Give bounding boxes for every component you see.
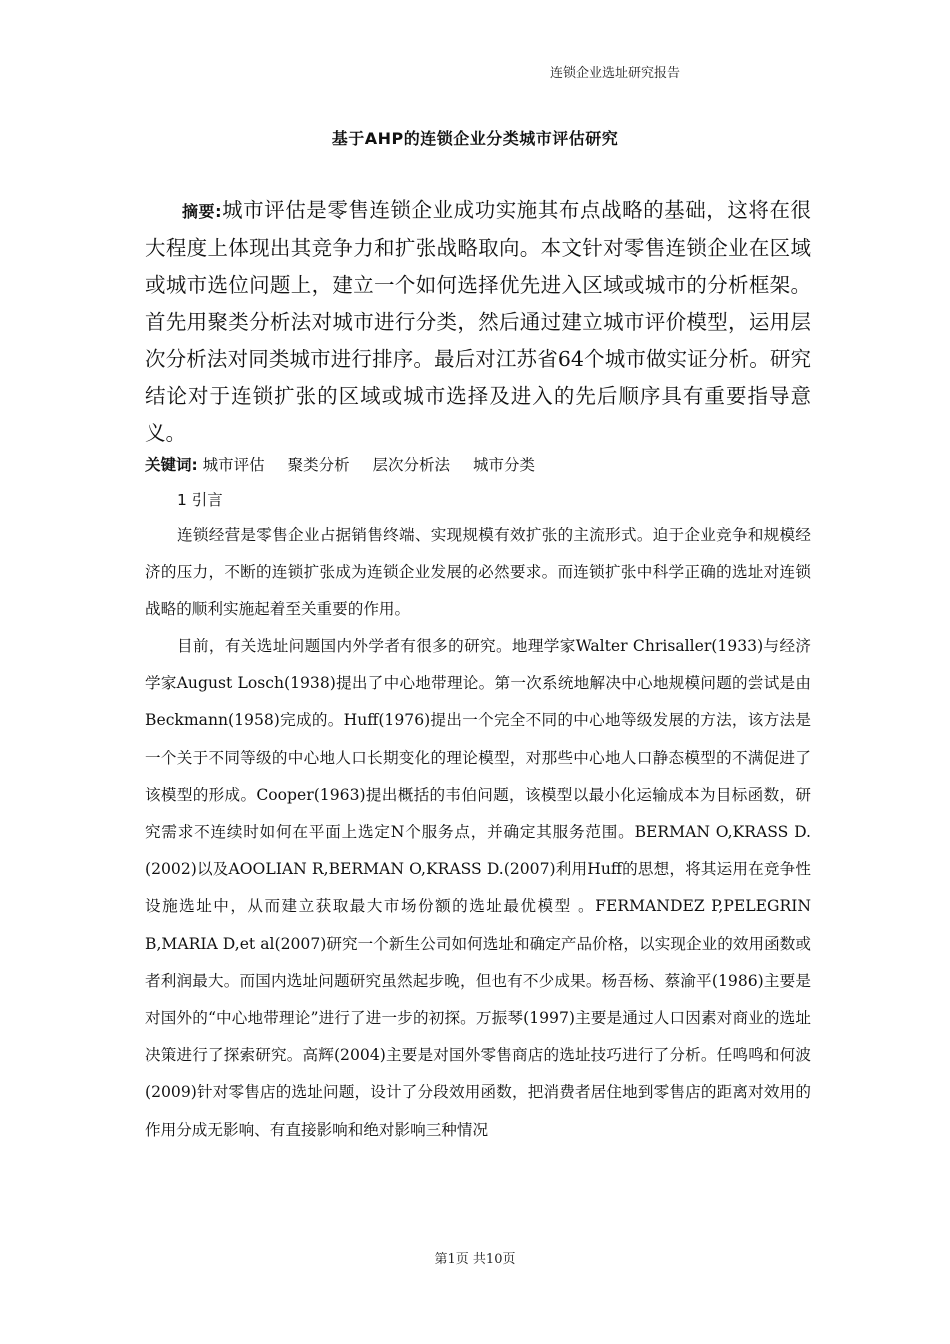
keyword: 聚类分析 [287,456,350,474]
document-title: 基于AHP的连锁企业分类城市评估研究 [331,129,619,148]
abstract [145,192,811,452]
page-footer: 第1页 共10页 [434,1252,516,1267]
abstract-label: 摘要: [182,202,222,221]
keywords [145,453,553,477]
body-paragraph-2 [145,628,811,1149]
paragraph-text: 目前，有关选址问题国内外学者有很多的研究。地理学家Walter Chrisaller(1933)与经济学家August Losch(1938)提出了中心地带理论。第一次系统地解决中心地规模问题的尝试是由Beckmann(1958)完成的。Huff(1976)提出一个完全不同的中心地等级发展的方法，该方法是一个关于不同等级的中心地人口长期变化的理论模型，对那些中心地人口静态模型的不满促进了该模型的形成。Cooper(1963)提出概括的韦伯问题，该模型以最小化运输成本为目标函数，研究需求不连续时如何在平面上选定N个服务点，并确定其服务范围。BERMAN O,KRASS D.(2002)以及AOOLIAN R,BERMAN O,KRASS D.(2007)利用Huff的思想，将其运用在竞争性设施选址中，从而建立获取最大市场份额的选址最优模型 。FERMANDEZ P,PELEGRIN B,MARIA D,et al(2007)研究一个新生公司如何选址和确定产品价格，以实现企业的效用函数或者利润最大。而国内选址问题研究虽然起步晚，但也有不少成果。杨吾杨、蔡渝平(1986)主要是对国外的“中心地带理论”进行了进一步的初探。万振琴(1997)主要是通过人口因素对商业的选址决策进行了探索研究。高辉(2004)主要是对国外零售商店的选址技巧进行了分析。任鸣鸣和何波(2009)针对零售店的选址问题，设计了分段效用函数，把消费者居住地到零售店的距离对效用的作用分成无影响、有直接影响和绝对影响三种情况 [145,637,811,1139]
running-header: 连锁企业选址研究报告 [549,66,680,81]
keyword: 城市分类 [473,456,536,474]
body-paragraph-1 [145,517,811,629]
section-heading: 1 引言 [177,491,223,509]
keywords-label: 关键词: [145,456,198,474]
abstract-text: 城市评估是零售连锁企业成功实施其布点战略的基础，这将在很大程度上体现出其竞争力和扩张战略取向。本文针对零售连锁企业在区域或城市选位问题上，建立一个如何选择优先进入区域或城市的分析框架。首先用聚类分析法对城市进行分类，然后通过建立城市评价模型，运用层次分析法对同类城市进行排序。最后对江苏省64个城市做实证分析。研究结论对于连锁扩张的区域或城市选择及进入的先后顺序具有重要指导意义。 [145,198,812,445]
paragraph-text: 连锁经营是零售企业占据销售终端、实现规模有效扩张的主流形式。迫于企业竞争和规模经济的压力，不断的连锁扩张成为连锁企业发展的必然要求。而连锁扩张中科学正确的选址对连锁战略的顺利实施起着至关重要的作用。 [145,526,811,619]
keyword: 层次分析法 [372,456,451,474]
keyword: 城市评估 [202,456,265,474]
